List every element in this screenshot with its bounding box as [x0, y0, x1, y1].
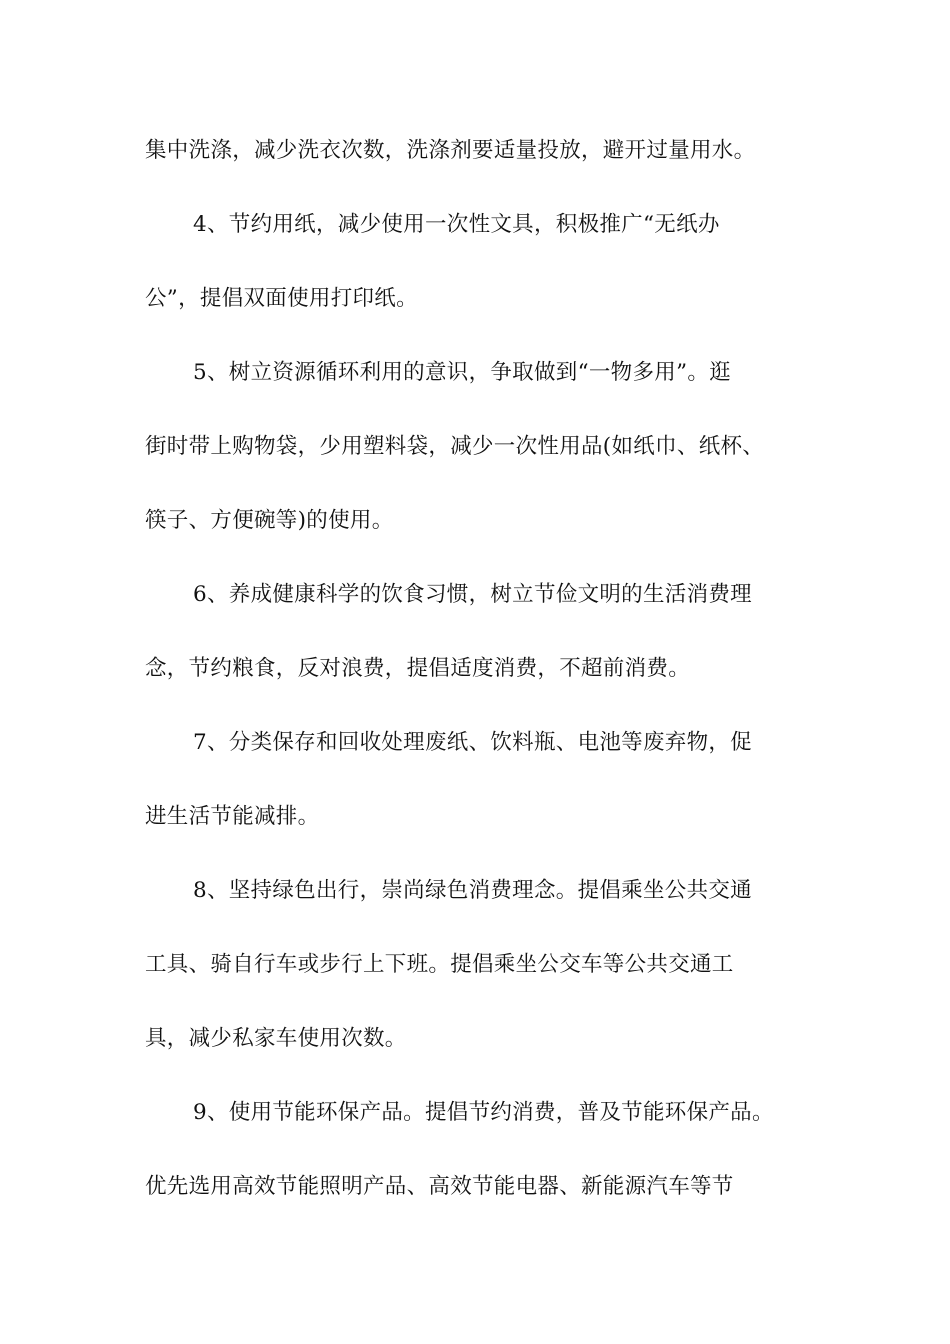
text-line: 9、使用节能环保产品。提倡节约消费，普及节能环保产品。: [193, 1100, 774, 1125]
text-line: 5、树立资源循环利用的意识，争取做到“一物多用”。逛: [193, 360, 731, 385]
text-line: 念，节约粮食，反对浪费，提倡适度消费，不超前消费。: [145, 656, 691, 681]
text-line: 进生活节能减排。: [145, 804, 320, 829]
text-line: 4、节约用纸，减少使用一次性文具，积极推广“无纸办: [193, 212, 720, 237]
text-line: 优先选用高效节能照明产品、高效节能电器、新能源汽车等节: [145, 1174, 734, 1199]
text-line: 工具、骑自行车或步行上下班。提倡乘坐公交车等公共交通工: [145, 952, 734, 977]
text-line: 具，减少私家车使用次数。: [145, 1026, 407, 1051]
document-body: [145, 128, 817, 1238]
text-line: 7、分类保存和回收处理废纸、饮料瓶、电池等废弃物，促: [193, 730, 752, 755]
text-line: 8、坚持绿色出行，崇尚绿色消费理念。提倡乘坐公共交通: [193, 878, 752, 903]
text-line: 集中洗涤，减少洗衣次数，洗涤剂要适量投放，避开过量用水。: [145, 138, 756, 163]
text-line: 街时带上购物袋，少用塑料袋，减少一次性用品(如纸巾、纸杯、: [145, 434, 765, 459]
text-line: 筷子、方便碗等)的使用。: [145, 508, 394, 533]
text-line: 6、养成健康科学的饮食习惯，树立节俭文明的生活消费理: [193, 582, 752, 607]
text-line: 公”，提倡双面使用打印纸。: [145, 286, 418, 311]
